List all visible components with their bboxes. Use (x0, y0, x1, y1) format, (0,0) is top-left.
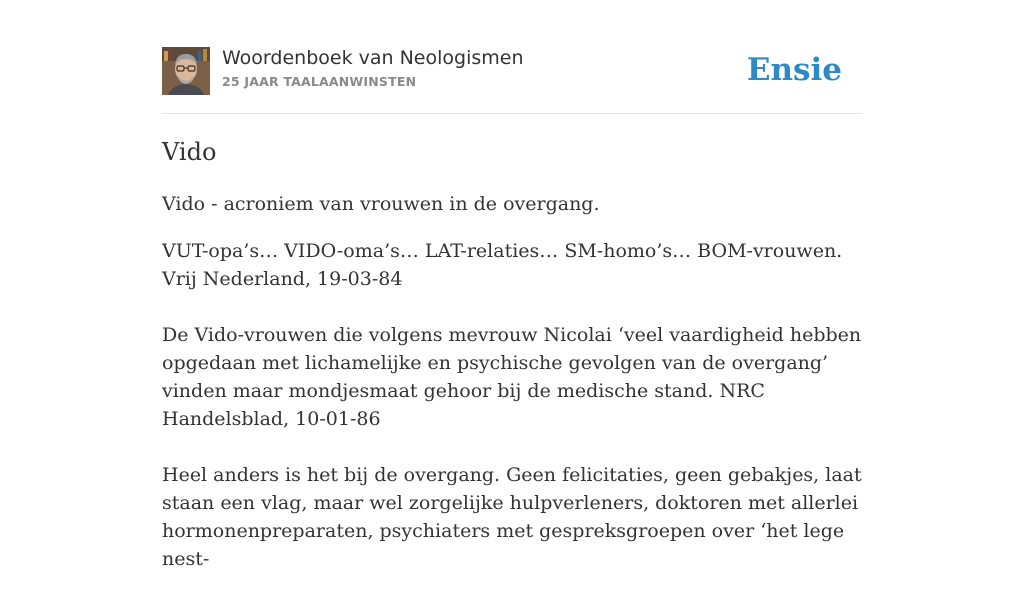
site-title[interactable]: Woordenboek van Neologismen (222, 47, 524, 69)
quote-item: De Vido-vrouwen die volgens mevrouw Nicolai ‘veel vaardigheid hebben opgedaan met lichamelijke en psychische gevolgen van de overgang’ vinden maar mondjesmaat gehoor bij de medische stand. NRC Handelsblad, 10-01-86 (162, 324, 862, 430)
site-subtitle: 25 JAAR TAALAANWINSTEN (222, 74, 417, 89)
entry-title: Vido (162, 138, 217, 166)
entry-article (162, 136, 864, 601)
author-portrait-icon (162, 47, 210, 95)
quote-item: Heel anders is het bij de overgang. Geen felicitaties, geen gebakjes, laat staan een vlag, maar wel zorgelijke hulpverleners, doktoren met allerlei hormonenpreparaten, psychiaters met gespreksgroepen over ‘het lege nest- (162, 464, 862, 570)
header-divider (162, 113, 862, 114)
quote-item: VUT-opa’s… VIDO-oma’s… LAT-relaties… SM-homo’s… BOM-vrouwen. Vrij Nederland, 19-03-84 (162, 240, 843, 290)
site-header (162, 47, 862, 95)
quote-list (162, 237, 864, 573)
avatar[interactable] (162, 47, 210, 95)
brand-logo[interactable]: Ensie (746, 52, 842, 88)
entry-definition: Vido - acroniem van vrouwen in de overgang. (162, 193, 600, 215)
